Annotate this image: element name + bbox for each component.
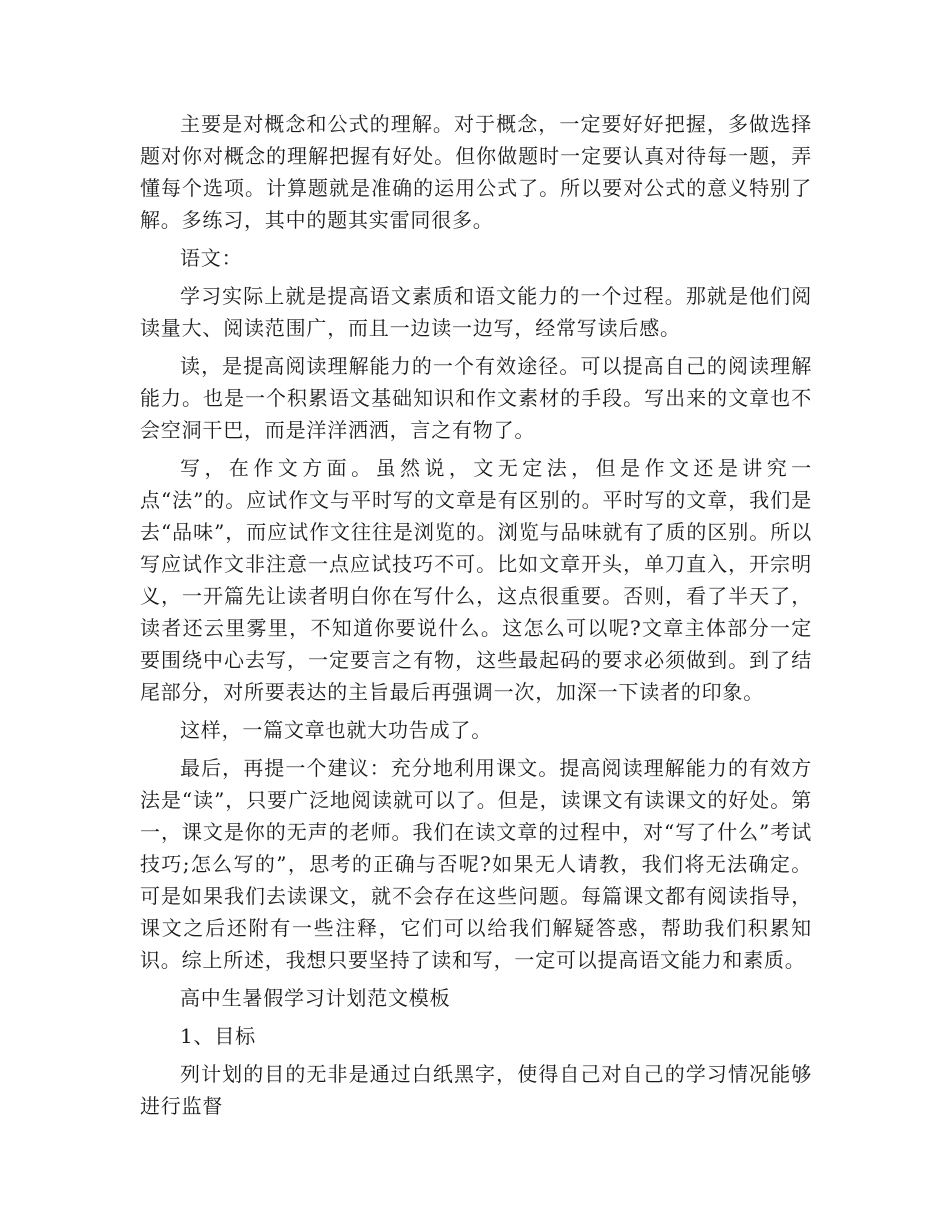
paragraph-concepts-formulas: 主要是对概念和公式的理解。对于概念，一定要好好把握，多做选择题对你对概念的理解把握有好处。但你做题时一定要认真对待每一题，弄懂每个选项。计算题就是准确的运用公式了。所以要对公式的意义特别了解。多练习，其中的题其实雷同很多。 <box>140 112 812 232</box>
paragraph-plan-purpose: 列计划的目的无非是通过白纸黑字，使得自己对自己的学习情况能够进行监督 <box>140 1062 812 1118</box>
paragraph-writing: 写，在作文方面。虽然说，文无定法，但是作文还是讲究一点“法”的。应试作文与平时写的文章是有区别的。平时写的文章，我们是去“品味”，而应试作文往往是浏览的。浏览与品味就有了质的区别。所以写应试作文非注意一点应试技巧不可。比如文章开头，单刀直入，开宗明义，一开篇先让读者明白你在写什么，这点很重要。否则，看了半天了，读者还云里雾里，不知道你要说什么。这怎么可以呢?文章主体部分一定要围绕中心去写，一定要言之有物，这些最起码的要求必须做到。到了结尾部分，对所要表达的主旨最后再强调一次，加深一下读者的印象。 <box>140 456 812 704</box>
paragraph-suggestion: 最后，再提一个建议：充分地利用课文。提高阅读理解能力的有效方法是“读”，只要广泛地阅读就可以了。但是，读课文有读课文的好处。第一，课文是你的无声的老师。我们在读文章的过程中，对“写了什么”考试技巧;怎么写的”，思考的正确与否呢?如果无人请教，我们将无法确定。可是如果我们去读课文，就不会存在这些问题。每篇课文都有阅读指导，课文之后还附有一些注释，它们可以给我们解疑答惑，帮助我们积累知识。综上所述，我想只要坚持了读和写，一定可以提高语文能力和素质。 <box>140 756 812 972</box>
document-body <box>140 108 812 1128</box>
paragraph-writing-conclusion: 这样，一篇文章也就大功告成了。 <box>180 718 492 742</box>
section-title-plan-template: 高中生暑假学习计划范文模板 <box>180 986 451 1010</box>
section-heading-chinese: 语文： <box>180 246 243 270</box>
paragraph-chinese-learning: 学习实际上就是提高语文素质和语文能力的一个过程。那就是他们阅读量大、阅读范围广，而且一边读一边写，经常写读后感。 <box>140 284 812 340</box>
paragraph-reading: 读，是提高阅读理解能力的一个有效途径。可以提高自己的阅读理解能力。也是一个积累语文基础知识和作文素材的手段。写出来的文章也不会空洞干巴，而是洋洋洒洒，言之有物了。 <box>140 354 812 442</box>
subheading-goals: 1、目标 <box>180 1024 256 1048</box>
